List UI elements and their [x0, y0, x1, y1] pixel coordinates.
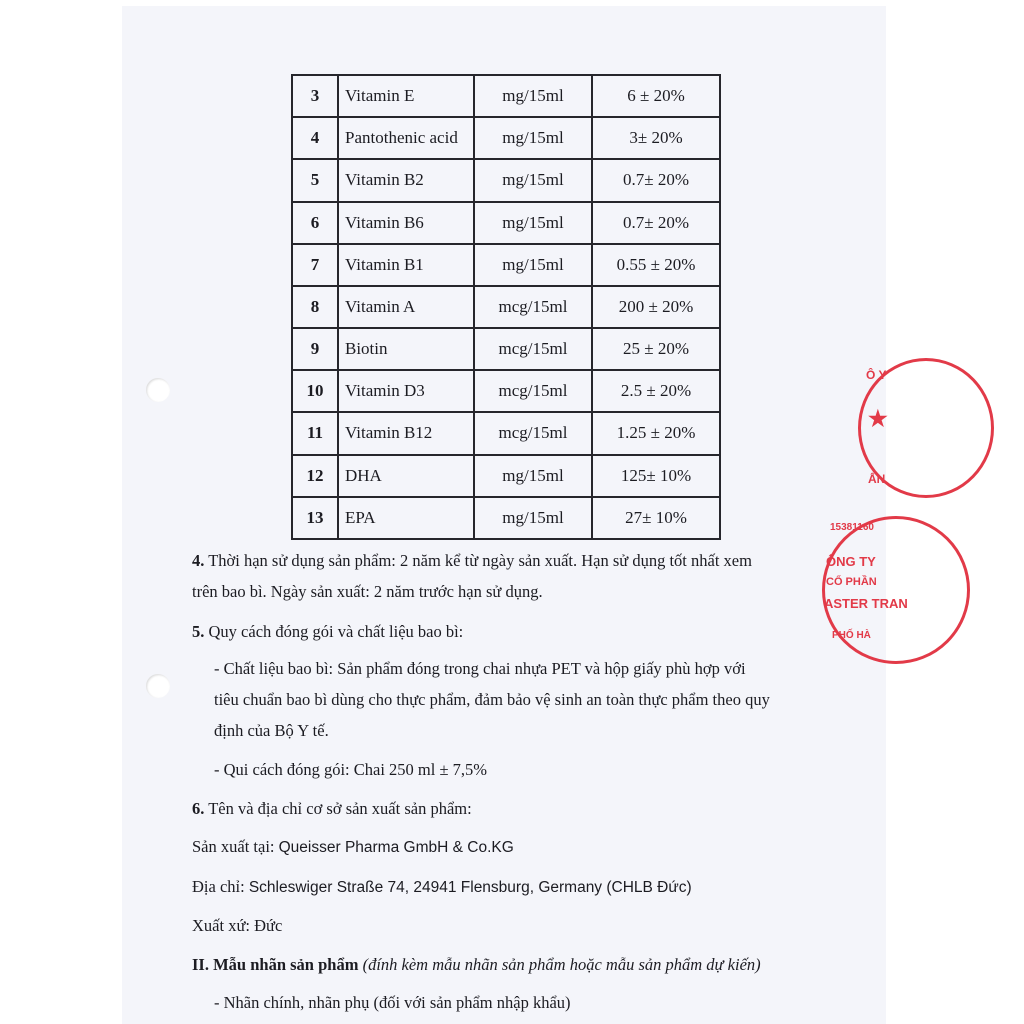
unit: mcg/15ml [474, 370, 592, 412]
row-number: 12 [292, 455, 338, 497]
table-row [292, 497, 720, 539]
nutrient-name: Biotin [338, 328, 474, 370]
row-number: 5 [292, 159, 338, 201]
unit: mg/15ml [474, 497, 592, 539]
row-number: 13 [292, 497, 338, 539]
punch-hole [146, 674, 170, 698]
packaging-material-line-1: - Chất liệu bao bì: Sản phẩm đóng trong chai nhựa PET và hộp giấy phù hợp với [214, 659, 746, 678]
section-5-heading: 5. Quy cách đóng gói và chất liệu bao bì: [192, 622, 464, 641]
table-row [292, 244, 720, 286]
punch-hole [146, 378, 170, 402]
unit: mcg/15ml [474, 286, 592, 328]
packaging-material-line-2: tiêu chuẩn bao bì dùng cho thực phẩm, đảm bảo vệ sinh an toàn thực phẩm theo quy [214, 690, 770, 709]
nutrient-name: Vitamin D3 [338, 370, 474, 412]
address-line: Địa chỉ: Schleswiger Straße 74, 24941 Flensburg, Germany (CHLB Đức) [192, 877, 692, 896]
amount: 125± 10% [592, 455, 720, 497]
amount: 6 ± 20% [592, 75, 720, 117]
row-number: 3 [292, 75, 338, 117]
unit: mg/15ml [474, 117, 592, 159]
row-number: 11 [292, 412, 338, 454]
nutrient-name: EPA [338, 497, 474, 539]
row-number: 10 [292, 370, 338, 412]
amount: 2.5 ± 20% [592, 370, 720, 412]
row-number: 4 [292, 117, 338, 159]
table-row [292, 117, 720, 159]
table-row [292, 202, 720, 244]
row-number: 9 [292, 328, 338, 370]
label-sample-heading: II. Mẫu nhãn sản phẩm (đính kèm mẫu nhãn sản phẩm hoặc mẫu sản phẩm dự kiến) [192, 955, 761, 974]
unit: mg/15ml [474, 75, 592, 117]
packaging-material-line-3: định của Bộ Y tế. [214, 721, 329, 740]
nutrient-name: Vitamin E [338, 75, 474, 117]
nutrient-table [291, 74, 721, 540]
nutrient-name: Vitamin B6 [338, 202, 474, 244]
amount: 0.7± 20% [592, 202, 720, 244]
unit: mg/15ml [474, 159, 592, 201]
unit: mg/15ml [474, 202, 592, 244]
nutrient-name: Vitamin B12 [338, 412, 474, 454]
amount: 0.55 ± 20% [592, 244, 720, 286]
amount: 3± 20% [592, 117, 720, 159]
amount: 25 ± 20% [592, 328, 720, 370]
table-row [292, 412, 720, 454]
table-row [292, 159, 720, 201]
company-seal-bottom: 15381160 ÔNG TY CỔ PHẦN ASTER TRAN PHỐ HÀ [818, 512, 886, 662]
amount: 0.7± 20% [592, 159, 720, 201]
section-4-line-2: trên bao bì. Ngày sản xuất: 2 năm trước hạn sử dụng. [192, 582, 543, 601]
table-row [292, 370, 720, 412]
producer-line: Sản xuất tại: Queisser Pharma GmbH & Co.KG [192, 837, 514, 856]
unit: mg/15ml [474, 244, 592, 286]
amount: 200 ± 20% [592, 286, 720, 328]
row-number: 8 [292, 286, 338, 328]
origin-line: Xuất xứ: Đức [192, 916, 283, 935]
unit: mg/15ml [474, 455, 592, 497]
unit: mcg/15ml [474, 328, 592, 370]
row-number: 7 [292, 244, 338, 286]
amount: 27± 10% [592, 497, 720, 539]
row-number: 6 [292, 202, 338, 244]
nutrient-name: Vitamin B2 [338, 159, 474, 201]
nutrient-name: Vitamin B1 [338, 244, 474, 286]
nutrient-name: DHA [338, 455, 474, 497]
packaging-spec: - Qui cách đóng gói: Chai 250 ml ± 7,5% [214, 760, 488, 779]
unit: mcg/15ml [474, 412, 592, 454]
table-row [292, 75, 720, 117]
company-seal-top: Ô Y ★ ẤN [852, 356, 886, 498]
label-sample-item: - Nhãn chính, nhãn phụ (đối với sản phẩm nhập khẩu) [214, 993, 571, 1012]
table-row [292, 328, 720, 370]
amount: 1.25 ± 20% [592, 412, 720, 454]
table-row [292, 286, 720, 328]
section-6-heading: 6. Tên và địa chỉ cơ sở sản xuất sản phẩm: [192, 799, 472, 818]
table-row [292, 455, 720, 497]
section-4-line-1: 4. Thời hạn sử dụng sản phẩm: 2 năm kể từ ngày sản xuất. Hạn sử dụng tốt nhất xem [192, 551, 752, 570]
nutrient-name: Pantothenic acid [338, 117, 474, 159]
nutrient-name: Vitamin A [338, 286, 474, 328]
